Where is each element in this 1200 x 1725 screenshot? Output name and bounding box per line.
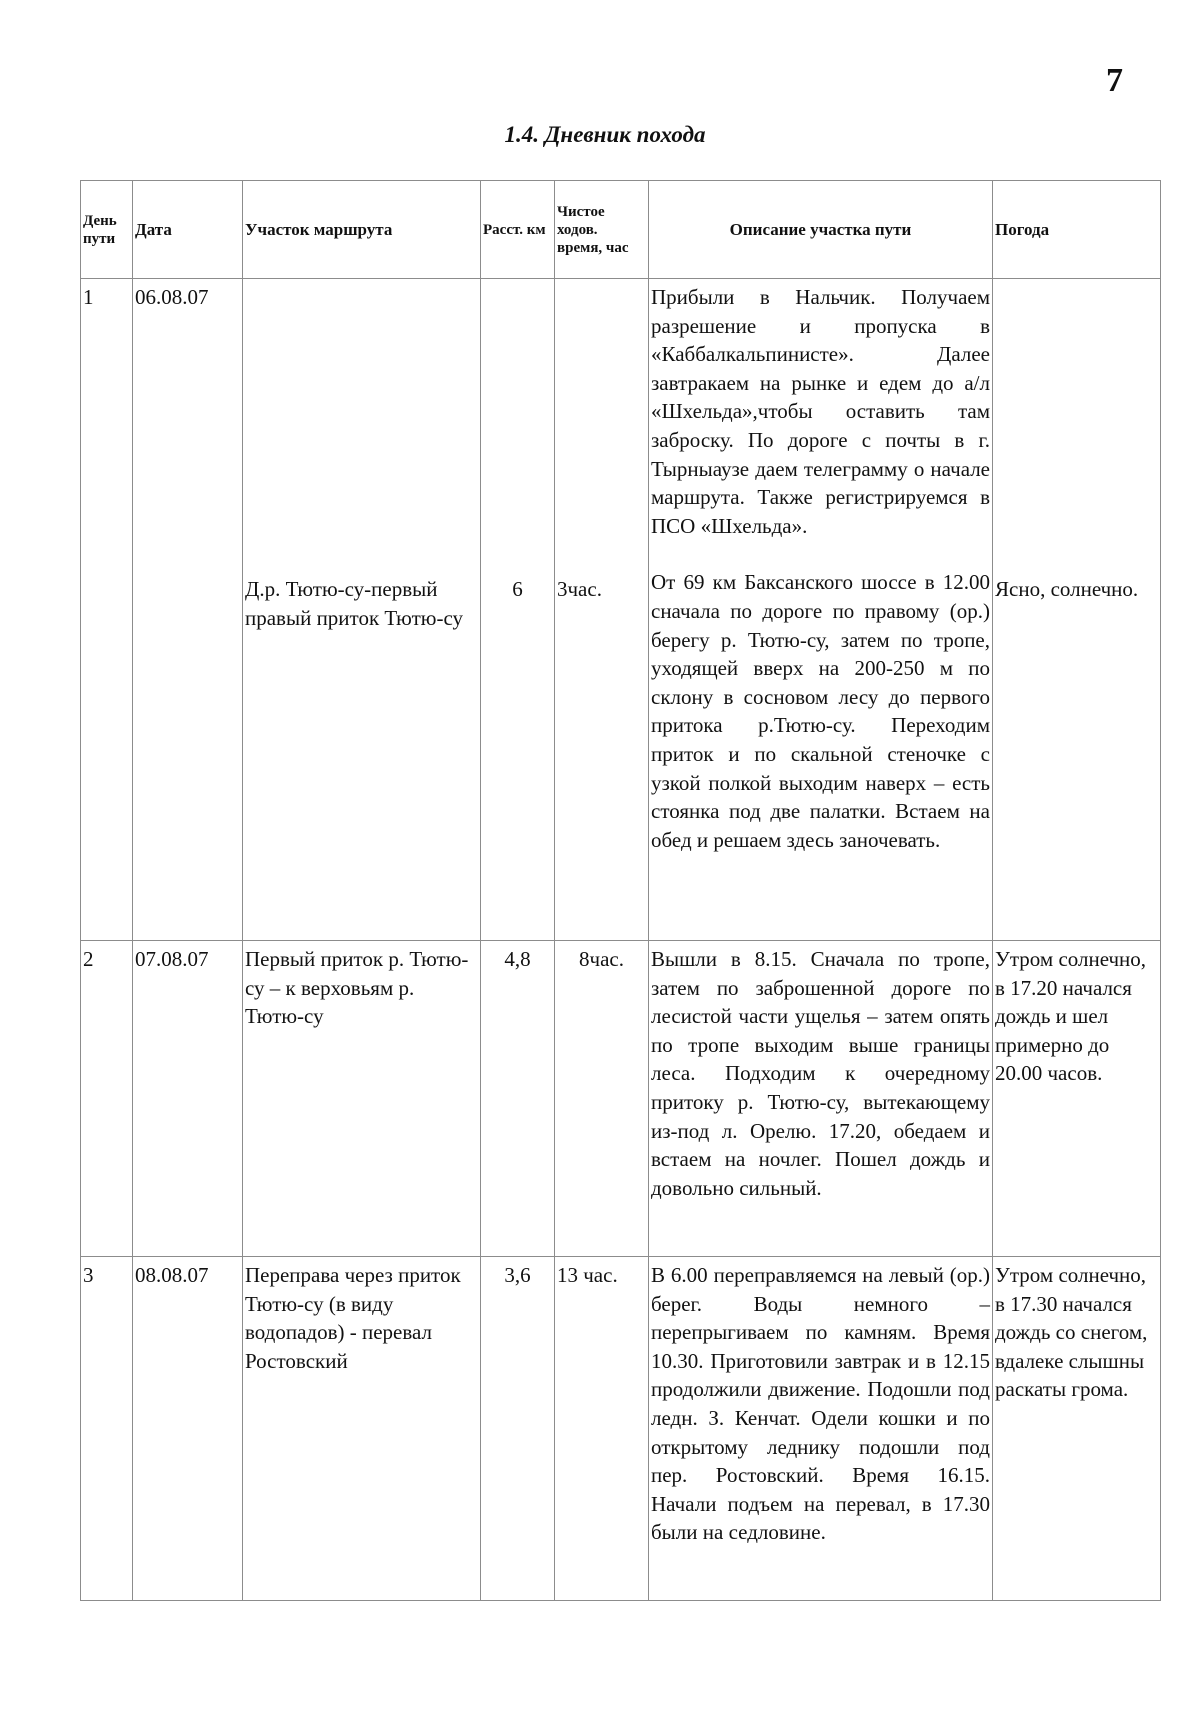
date-cell: 08.08.07 [133, 1257, 243, 1601]
distance-text: 6 [512, 577, 523, 601]
time-text: 3час. [557, 577, 602, 601]
section-text: Д.р. Тютю-су-первый правый приток Тютю-су [245, 577, 463, 630]
distance-cell [481, 279, 555, 941]
header-section: Участок маршрута [243, 181, 481, 279]
header-date: Дата [133, 181, 243, 279]
page-number: 7 [1106, 62, 1123, 99]
description-cell [649, 279, 993, 941]
date-cell: 06.08.07 [133, 279, 243, 941]
section-cell: Переправа через приток Тютю-су (в виду водопадов) - перевал Ростовский [243, 1257, 481, 1601]
section-cell: Первый приток р. Тютю-су – к верховьям р. Тютю-су [243, 941, 481, 1257]
description-cell: В 6.00 переправляемся на левый (ор.) берег. Воды немного – перепрыгиваем по камням. Время 10.30. Приготовили завтрак и в 12.15 продолжили движение. Подошли под ледн. З. Кенчат. Одели кошки и по открытому леднику подошли под пер. Ростовский. Время 16.15. Начали подъем на перевал, в 17.30 были на седловине. [649, 1257, 993, 1601]
table-row [81, 941, 1161, 1257]
weather-cell: Утром солнечно, в 17.30 начался дождь со снегом, вдалеке слышны раскаты грома. [993, 1257, 1161, 1601]
header-description: Описание участка пути [649, 181, 993, 279]
section-cell [243, 279, 481, 941]
section-title: 1.4. Дневник похода [504, 122, 706, 147]
description-text: От 69 км Баксанского шоссе в 12.00 сначала по дороге по правому (ор.) берегу р. Тютю-су, затем по тропе, уходящей вверх на 200-250 м по склону в сосновом лесу до первого притока р.Тютю-су. Переходим приток и по скальной стеночке с узкой полкой выходим наверх – есть стоянка под две палатки. Встаем на обед и решаем здесь заночевать. [651, 570, 990, 852]
header-time: Чистое ходов. время, час [555, 181, 649, 279]
table-header-row [81, 181, 1161, 279]
description-cell: Вышли в 8.15. Сначала по тропе, затем по заброшенной дороге по лесистой части ущелья – затем опять по тропе выходим выше границы леса. Подходим к очередному притоку р. Тютю-су, вытекающему из-под л. Орелю. 17.20, обедаем и встаем на ночлег. Пошел дождь и довольно сильный. [649, 941, 993, 1257]
weather-cell: Утром солнечно, в 17.20 начался дождь и шел примерно до 20.00 часов. [993, 941, 1161, 1257]
header-distance: Расст. км [481, 181, 555, 279]
weather-cell [993, 279, 1161, 941]
time-cell: 8час. [555, 941, 649, 1257]
day-cell: 1 [81, 279, 133, 941]
description-intro: Прибыли в Нальчик. Получаем разрешение и пропуска в «Каббалкальпинисте». Далее завтракаем на рынке и едем до а/л «Шхельда»,чтобы оставить там заброску. По дороге с почты в г. Тырныаузе даем телеграмму о начале маршрута. Также регистрируемся в ПСО «Шхельда». [651, 285, 990, 538]
header-day: День пути [81, 181, 133, 279]
date-cell: 07.08.07 [133, 941, 243, 1257]
hike-diary-table [80, 180, 1161, 1601]
distance-cell: 3,6 [481, 1257, 555, 1601]
table-row [81, 279, 1161, 941]
day-cell: 2 [81, 941, 133, 1257]
day-cell: 3 [81, 1257, 133, 1601]
header-weather: Погода [993, 181, 1161, 279]
time-cell [555, 279, 649, 941]
table-row [81, 1257, 1161, 1601]
weather-text: Ясно, солнечно. [995, 577, 1139, 601]
distance-cell: 4,8 [481, 941, 555, 1257]
time-cell: 13 час. [555, 1257, 649, 1601]
